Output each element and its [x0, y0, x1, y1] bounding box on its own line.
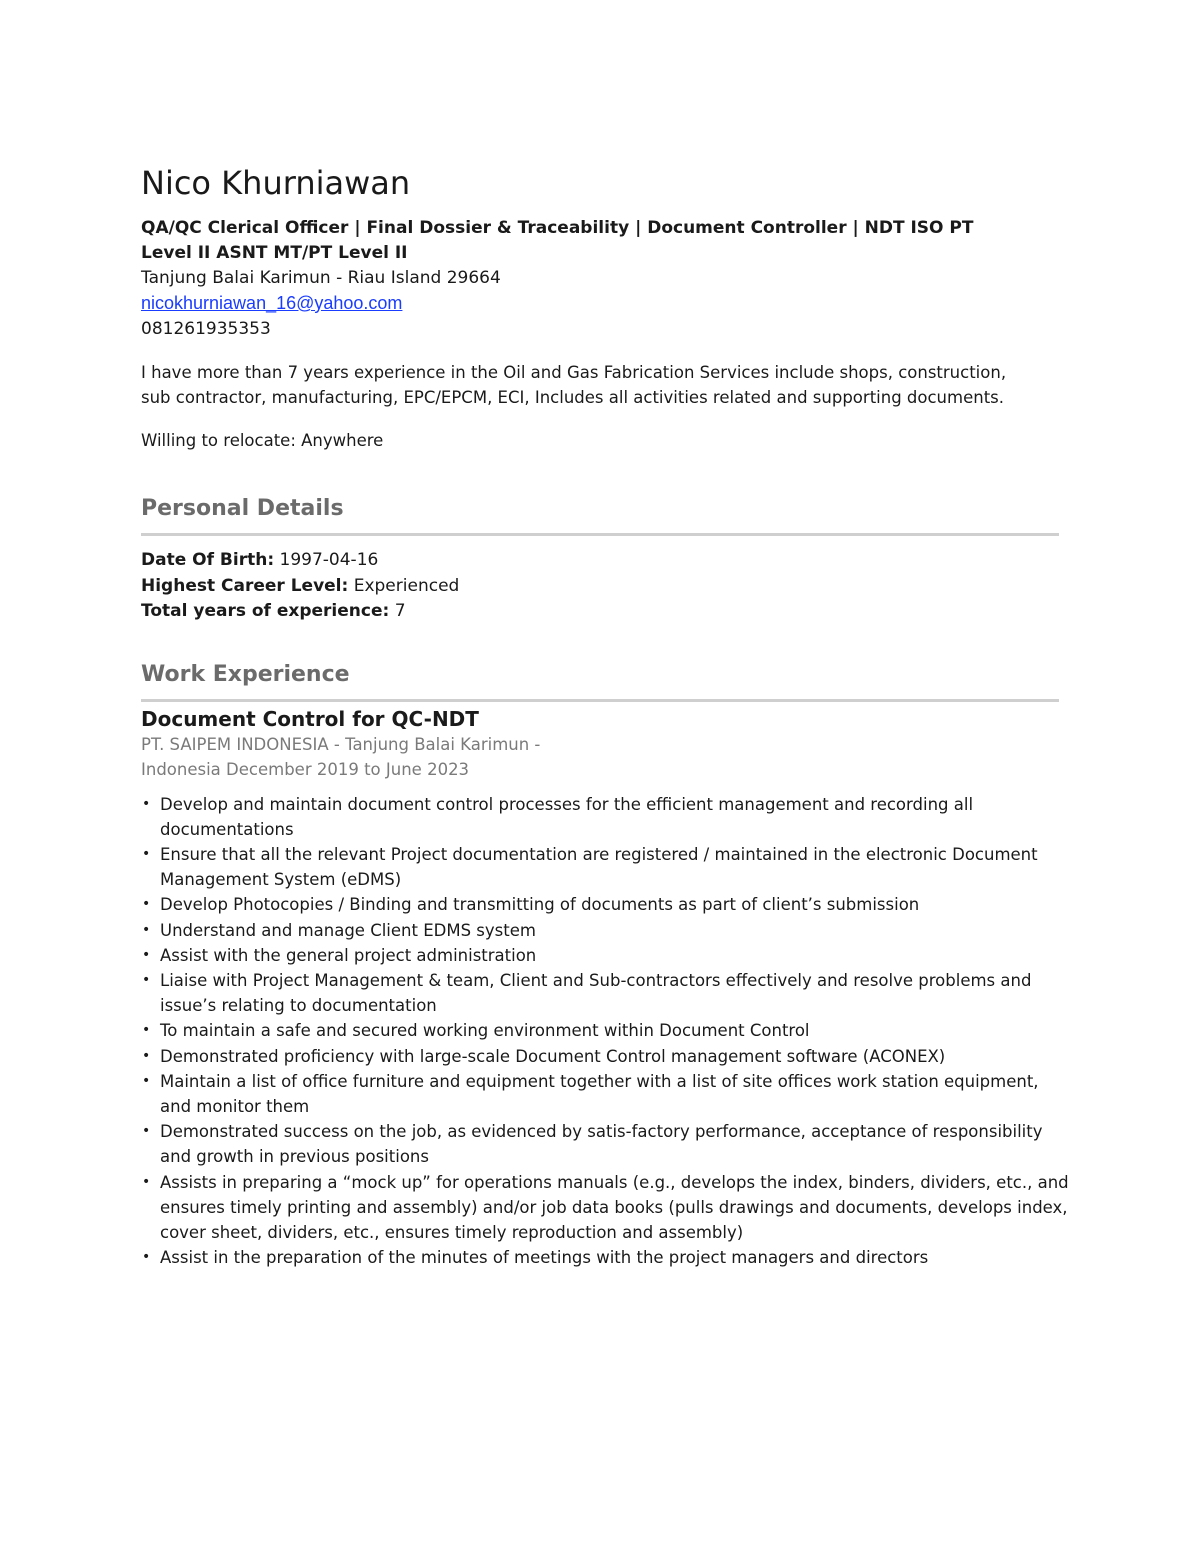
list-item [141, 1119, 1073, 1169]
bullet-icon: • [142, 795, 151, 812]
bullet-icon: • [142, 845, 151, 862]
bullet-icon: • [142, 896, 151, 913]
detail-row-career-level [141, 574, 1071, 600]
bullet-icon: • [142, 1072, 151, 1089]
duty-text: Liaise with Project Management & team, Client and Sub-contractors effectively and resolve problems and issue’s relating to documentation [160, 970, 1032, 1016]
duty-text: Assist with the general project administration [160, 945, 537, 965]
list-item [141, 968, 1073, 1018]
list-item [141, 792, 1073, 842]
detail-row-dob [141, 548, 1071, 574]
candidate-name: Nico Khurniawan [141, 164, 411, 202]
job-title: Document Control for QC-NDT [141, 706, 479, 731]
list-item [141, 918, 1073, 943]
duty-text: Understand and manage Client EDMS system [160, 920, 536, 940]
list-item [141, 1018, 1073, 1043]
duty-text: Demonstrated proficiency with large-scale Document Control management software (ACONEX) [160, 1046, 946, 1066]
candidate-phone: 081261935353 [141, 319, 271, 339]
duty-text: Demonstrated success on the job, as evidenced by satis-factory performance, acceptance of responsibility and growth in previous positions [160, 1122, 1043, 1167]
candidate-email-line [141, 291, 1071, 317]
duty-text: Develop Photocopies / Binding and transmitting of documents as part of client’s submission [160, 895, 920, 915]
list-item [141, 892, 1073, 917]
bullet-icon: • [142, 1173, 151, 1190]
personal-details-list [141, 548, 1071, 625]
bullet-icon: • [142, 1022, 151, 1039]
list-item [141, 842, 1073, 892]
candidate-headline: QA/QC Clerical Officer | Final Dossier & Traceability | Document Controller | NDT ISO PT Level II ASNT MT/PT Level II [141, 218, 974, 263]
list-item [141, 1069, 1073, 1119]
bullet-icon: • [142, 1047, 151, 1064]
job-duties-list [141, 792, 1073, 1271]
list-item [141, 1044, 1073, 1069]
bullet-icon: • [142, 946, 151, 963]
section-title-work-experience: Work Experience [141, 661, 1059, 702]
bullet-icon: • [142, 1123, 151, 1140]
detail-label: Total years of experience: [141, 601, 390, 621]
bullet-icon: • [142, 921, 151, 938]
job-company-dates: PT. SAIPEM INDONESIA - Tanjung Balai Karimun - Indonesia December 2019 to June 2023 [141, 734, 541, 779]
bullet-icon: • [142, 971, 151, 988]
detail-label: Highest Career Level: [141, 575, 349, 596]
list-item [141, 1245, 1073, 1270]
duty-text: Ensure that all the relevant Project documentation are registered / maintained in the electronic Document Management System (eDMS) [160, 844, 1038, 890]
duty-text: Assist in the preparation of the minutes of meetings with the project managers and directors [160, 1248, 929, 1268]
bullet-icon: • [142, 1249, 151, 1266]
candidate-location: Tanjung Balai Karimun - Riau Island 29664 [141, 268, 501, 288]
duty-text: Maintain a list of office furniture and equipment together with a list of site offices work station equipment, and monitor them [160, 1071, 1039, 1116]
job-entry [141, 706, 1071, 1271]
duty-text: To maintain a safe and secured working environment within Document Control [160, 1021, 810, 1041]
detail-row-years-experience [141, 599, 1071, 625]
detail-value: 1997-04-16 [279, 550, 379, 570]
list-item [141, 943, 1073, 968]
list-item [141, 1170, 1073, 1246]
relocation-preference: Willing to relocate: Anywhere [141, 431, 384, 450]
duty-text: Assists in preparing a “mock up” for operations manuals (e.g., develops the index, binders, dividers, etc., and ensures timely printing and assembly) and/or job data books (pulls drawings and documents, develops index, cover sheet, dividers, etc., ensures timely reproduction and assembly) [160, 1172, 1069, 1242]
section-title-personal-details: Personal Details [141, 495, 1059, 536]
duty-text: Develop and maintain document control processes for the efficient management and recording all documentations [160, 794, 974, 839]
detail-label: Date Of Birth: [141, 550, 275, 570]
detail-value: Experienced [353, 575, 460, 596]
detail-value: 7 [394, 601, 406, 621]
resume-page [141, 164, 1071, 1270]
candidate-summary: I have more than 7 years experience in the Oil and Gas Fabrication Services include shops, construction, sub contractor, manufacturing, EPC/EPCM, ECI, Includes all activities related and supporting documents. [141, 363, 1007, 407]
email-link[interactable]: nicokhurniawan_16@yahoo.com [141, 293, 403, 313]
